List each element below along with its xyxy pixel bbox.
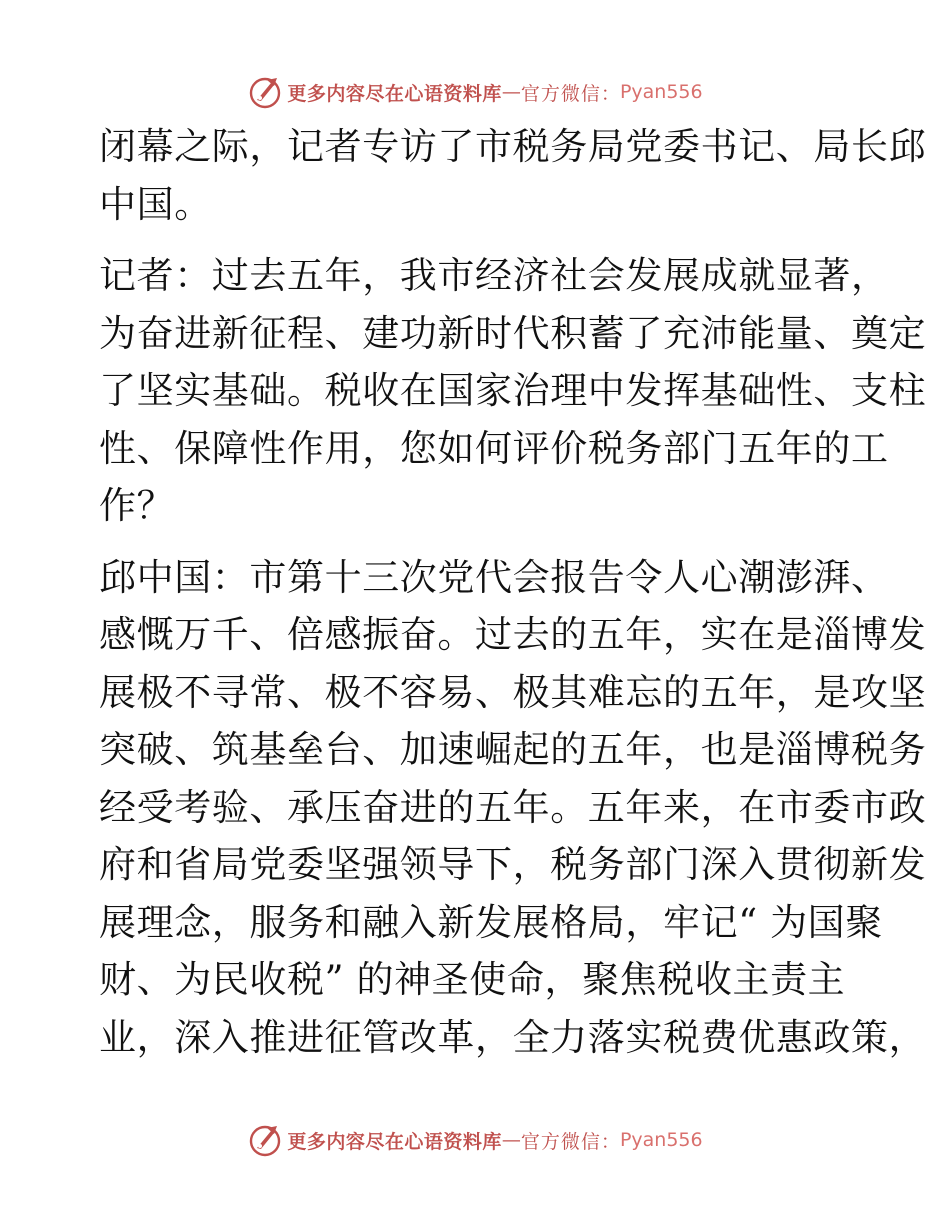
- text-line: 为奋进新征程、建功新时代积蓄了充沛能量、奠定: [99, 311, 927, 355]
- watermark-sub-text: 官方微信: [520, 1130, 601, 1153]
- watermark-colon: ：: [600, 82, 620, 105]
- text-line: 邱中国：市第十三次党代会报告令人心潮澎湃、: [99, 555, 889, 599]
- text-line: 展理念，服务和融入新发展格局，牢记“ 为国聚: [99, 900, 883, 944]
- text-line: 作？: [99, 484, 175, 527]
- watermark-wechat-id: Pyan556: [619, 81, 703, 103]
- text-line: 性、保障性作用，您如何评价税务部门五年的工: [99, 426, 889, 470]
- text-line: 闭幕之际，记者专访了市税务局党委书记、局长邱: [99, 125, 927, 168]
- watermark-colon: ：: [600, 1130, 620, 1153]
- watermark-sub-text: 官方微信: [520, 82, 601, 105]
- quill-circle-icon: [247, 1122, 283, 1158]
- text-line: 感慨万千、倍感振奋。过去的五年，实在是淄博发: [99, 613, 927, 656]
- text-line: 业，深入推进征管改革，全力落实税费优惠政策，: [99, 1015, 927, 1059]
- text-line: 中国。: [99, 182, 212, 226]
- watermark-main-text: 更多内容尽在心语资料库: [287, 82, 502, 105]
- watermark-dash: —: [501, 81, 521, 103]
- watermark-wechat-id: Pyan556: [619, 1129, 703, 1151]
- document-body: [99, 118, 927, 1066]
- text-line: 突破、筑基垒台、加速崛起的五年，也是淄博税务: [99, 728, 927, 771]
- text-line: 府和省局党委坚强领导下，税务部门深入贯彻新发: [99, 843, 927, 886]
- paragraph-answer: [99, 549, 927, 1067]
- watermark-footer: [0, 1120, 950, 1160]
- text-line: 了坚实基础。税收在国家治理中发挥基础性、支柱: [99, 369, 927, 412]
- watermark-header: [0, 72, 950, 112]
- text-line: 经受考验、承压奋进的五年。五年来，在市委市政: [99, 785, 927, 829]
- text-line: 展极不寻常、极不容易、极其难忘的五年，是攻坚: [99, 670, 927, 714]
- paragraph-intro: [99, 118, 927, 233]
- watermark-dash: —: [501, 1129, 521, 1151]
- watermark-main-text: 更多内容尽在心语资料库: [287, 1130, 502, 1153]
- text-line: 记者：过去五年，我市经济社会发展成就显著，: [99, 254, 889, 297]
- text-line: 财、为民收税” 的神圣使命，聚焦税收主责主: [99, 958, 846, 1001]
- quill-circle-icon: [247, 74, 283, 110]
- paragraph-reporter-question: [99, 247, 927, 535]
